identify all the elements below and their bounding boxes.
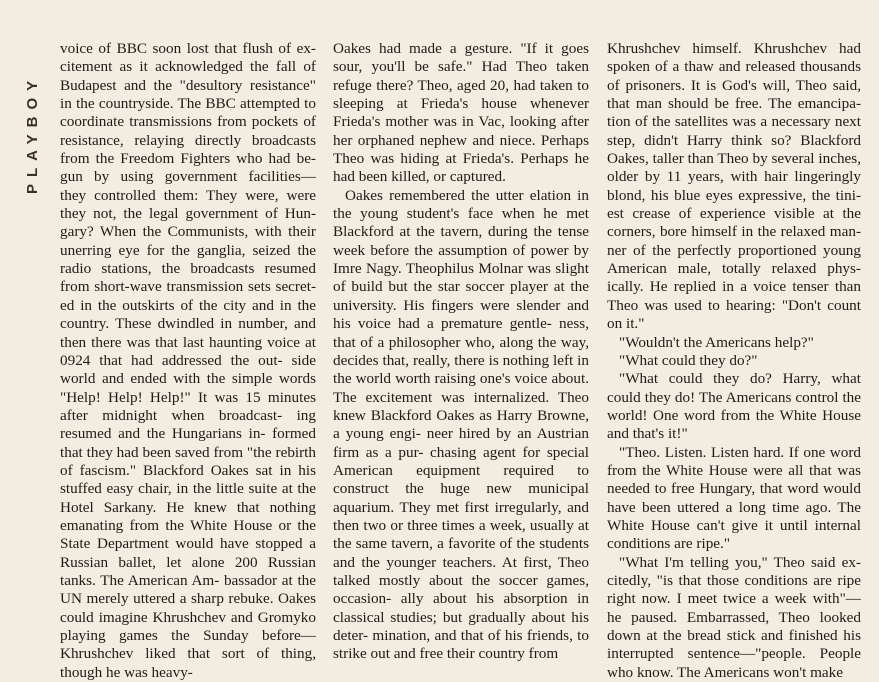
running-head — [20, 44, 46, 194]
article-column-1 — [60, 40, 316, 682]
paragraph: "Theo. Listen. Listen hard. If one word from the White House were all that was needed to free Hungary, that word would have been uttered a long time ago. The White House can't give it until internal conditions are ripe." — [607, 443, 861, 553]
paragraph: "Wouldn't the Americans help?" — [619, 333, 814, 351]
paragraph: "What could they do?" — [619, 351, 758, 369]
paragraph: "What could they do? Harry, what could they do! The Americans control the world! One word from the White House and that's it!" — [607, 370, 861, 443]
paragraph: voice of BBC soon lost that flush of ex- citement as it acknowledged the fall of Budapest and the "desultory resistance" in the countryside. The BBC attempted to coordinate transmissions from pockets of resistance, relaying directly broadcasts from the Freedom Fighters who had be- gun by using government facilities— they controlled them: They were, were they not, the legal government of Hun- gary? When the Communists, with their unerring eye for the ganglia, seized the radio stations, the broadcasts resumed from short-wave transmission sets secret- ed in the outskirts of the city and in the country. These dwindled in number, and then there was that last haunting voice at 0924 that had addressed the out- side world and ended with the simple words "Help! Help! Help!" It was 15 minutes after midnight when broadcast- ing resumed and the Hungarians in- formed that they had been saved from "the rebirth of fascism." Blackford Oakes sat in his stuffed easy chair, in the little suite at the Hotel Sarkany. He knew that nothing emanating from the White House or the State Department would have stopped a Russian ballet, let alone 200 Russian tanks. The American Am- bassador at the UN merely uttered a sharp rebuke. Oakes could imagine Khrushchev and Gromyko playing games the Sunday before—Khrushchev liked that sort of thing, though he was heavy- — [60, 40, 316, 681]
running-head-text: PLAYBOY — [24, 73, 41, 194]
article-column-3 — [607, 40, 861, 682]
paragraph: Oakes had made a gesture. "If it goes sour, you'll be safe." Had Theo taken refuge there? Theo, aged 20, had taken to sleeping at Frieda's house whenever Frieda's mother was in Vac, looking after her orphaned nephew and niece. Perhaps Theo was hiding at Frieda's. Perhaps he had been killed, or captured. — [333, 40, 589, 186]
paragraph: "What I'm telling you," Theo said ex- citedly, "is that those conditions are ripe right now. I meet twice a week with"— he paused. Embarrassed, Theo looked down at the bread stick and finished his interrupted sentence—"people. People who know. The Americans won't make — [607, 553, 861, 681]
paragraph: Oakes remembered the utter elation in the young student's face when he met Blackford at the tavern, during the tense week before the assumption of power by Imre Nagy. Theophilus Molnar was slight of build but the star soccer player at the university. His fingers were slender and his voice had a premature gentle- ness, that of a philosopher who, along the way, decides that, really, there is nothing left in the world worth raising one's voice about. The excitement was internalized. Theo knew Blackford Oakes as Harry Browne, a young engi- neer hired by an Austrian firm as a pur- chasing agent for special American equipment required to construct the huge new municipal aquarium. They met first irregularly, and then two or three times a week, usually at the same tavern, a favorite of the students and the younger teachers. At first, Theo talked mostly about the soccer games, occasion- ally about his absorption in classical studies; but gradually about his deter- mination, and that of his friends, to strike out and free their country from — [333, 186, 589, 663]
article-column-2 — [333, 40, 589, 664]
paragraph: Khrushchev himself. Khrushchev had spoken of a thaw and released thousands of prisoners. It is God's will, Theo said, that man should be free. The emancipa- tion of the satellites was a necessary next step, didn't Harry think so? Blackford Oakes, taller than Theo by several inches, older by 11 years, with hair lingeringly blond, his blue eyes expressive, the tini- est crease of experience visible at the corners, bore himself in the relaxed man- ner of the perfectly proportioned young American male, totally relaxed phys- ically. He replied in a voice tenser than Theo was used to hearing: "Don't count on it." — [607, 40, 861, 333]
